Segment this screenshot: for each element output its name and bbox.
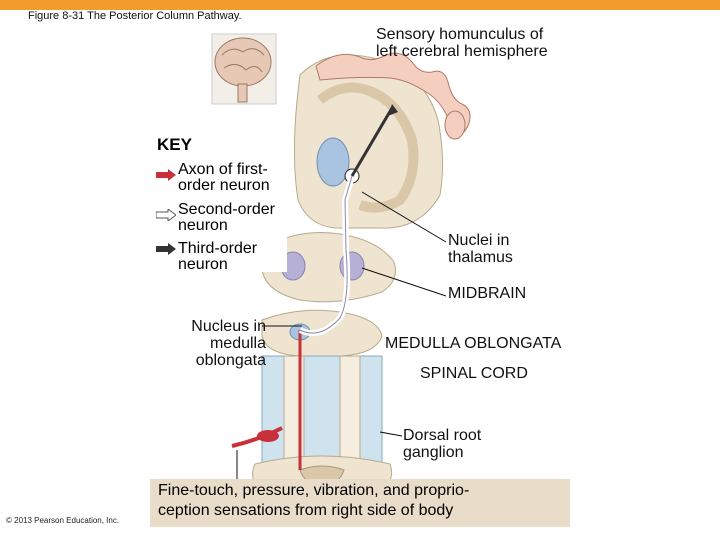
copyright-notice: © 2013 Pearson Education, Inc. [6,516,120,525]
second-order-arrow-icon [156,208,176,220]
figure-title: Figure 8-31 The Posterior Column Pathway. [28,10,242,22]
medulla-label: MEDULLA OBLONGATA [385,335,562,352]
nuclei-thalamus-line1: Nuclei in [448,232,510,249]
nuclei-thalamus-label [448,232,513,266]
caption-box [150,479,570,527]
key-item-first-order [178,162,270,194]
first-order-arrow-icon [156,168,176,180]
key-item-second-order [178,202,275,234]
caption-line2: ception sensations from right side of body [158,502,454,519]
nuclei-thalamus-line2: thalamus [448,249,513,266]
spinal-cord-column [253,356,392,496]
key-item-third-order [178,241,257,273]
nucleus-medulla-label [168,318,266,369]
key-item-second-order-line1: Second-order [178,201,275,218]
key-item-first-order-line2: order neuron [178,177,270,194]
key-item-third-order-line2: neuron [178,256,228,273]
third-order-arrow-icon [156,242,176,254]
dorsal-root-ganglion-label [403,427,481,461]
spinal-cord-label: SPINAL CORD [420,365,528,382]
nucleus-medulla-line1: Nucleus in [191,318,266,335]
nucleus-medulla-line3: oblongata [195,352,266,369]
brain-thumbnail [212,34,276,104]
key-item-first-order-line1: Axon of first- [178,161,268,178]
homunculus-label: Sensory homunculus of left cerebral hemisphere [376,26,548,60]
key-title: KEY [157,135,192,154]
key-item-third-order-line1: Third-order [178,240,258,257]
nucleus-medulla-line2: medulla [209,335,266,352]
key-item-second-order-line2: neuron [178,217,228,234]
key-legend [151,130,287,272]
dorsal-root-line1: Dorsal root [403,427,482,444]
caption-line1: Fine-touch, pressure, vibration, and proprio- [158,482,470,499]
dorsal-root-line2: ganglion [403,444,464,461]
midbrain-label: MIDBRAIN [448,285,527,302]
